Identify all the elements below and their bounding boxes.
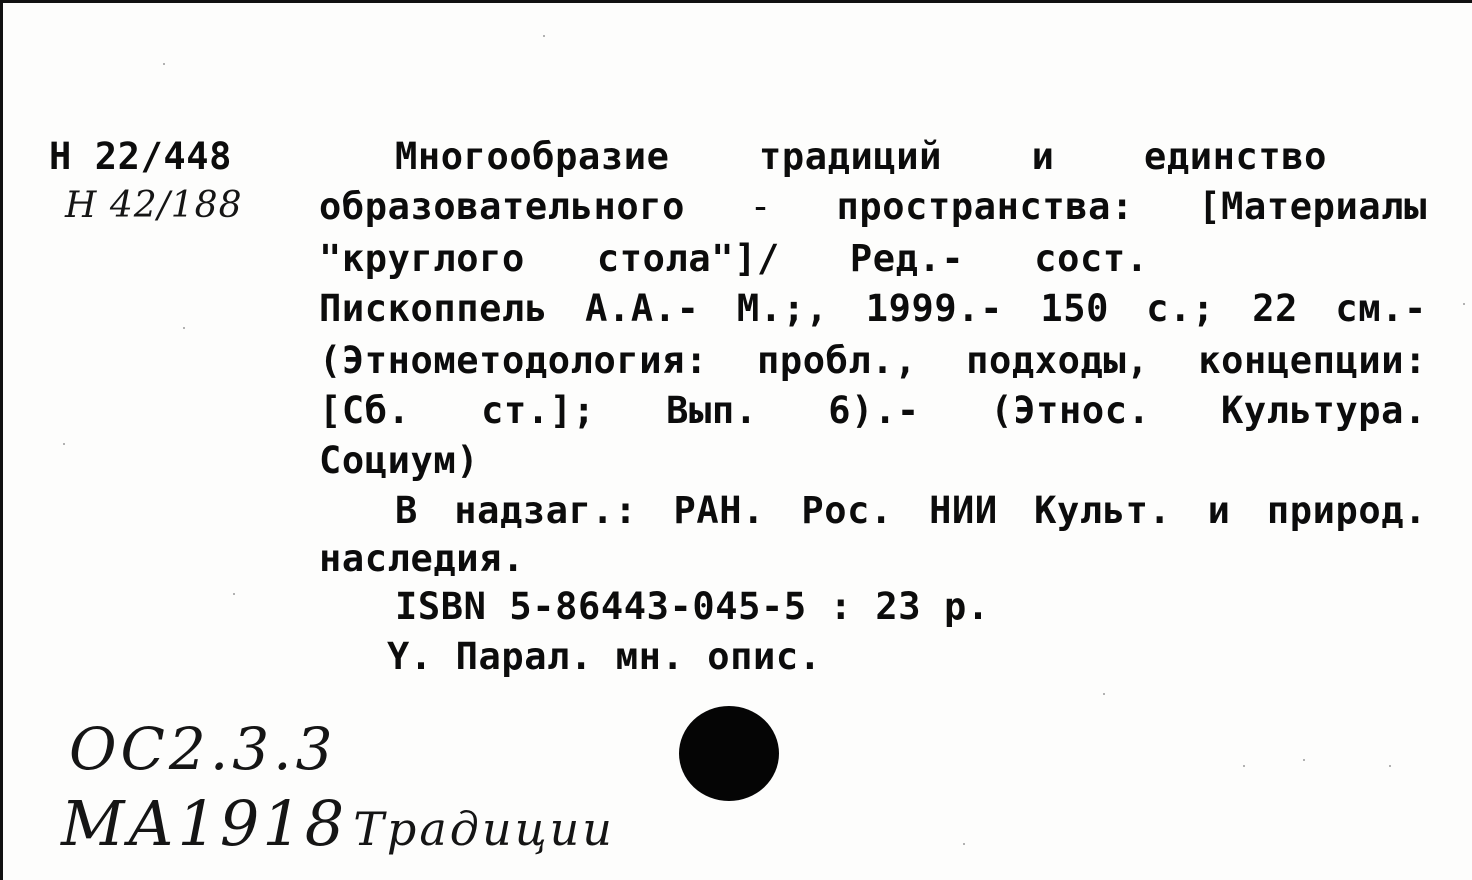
note-line-2: наследия. — [319, 537, 525, 580]
word: ст.]; — [481, 389, 596, 432]
scan-speck — [163, 63, 165, 65]
call-number-handwritten: Н 42/188 — [65, 185, 243, 226]
scan-speck — [963, 843, 965, 845]
call-number-typed: Н 22/448 — [49, 135, 233, 178]
word: 6).- — [828, 389, 920, 432]
scan-speck — [1243, 765, 1245, 767]
word: и — [1207, 489, 1231, 532]
word: и — [1031, 135, 1055, 178]
word: Вып. — [666, 389, 758, 432]
word: сост. — [1034, 237, 1149, 280]
description-line-4 — [319, 287, 1427, 330]
word: Ред.- — [849, 237, 965, 280]
word: НИИ — [929, 489, 998, 532]
note-line-1 — [395, 489, 1427, 532]
scan-speck — [1103, 693, 1105, 695]
description-line-7: Социум) — [319, 439, 480, 482]
word: - — [749, 185, 773, 228]
scan-speck — [1389, 765, 1391, 767]
word: Культура. — [1221, 389, 1427, 432]
word: (Этнометодология: — [319, 339, 708, 382]
word: с.; — [1146, 287, 1215, 330]
handwritten-classification: ОС2.3.3 — [69, 715, 337, 783]
word: надзаг.: — [454, 489, 638, 532]
word: 22 — [1252, 287, 1299, 330]
scan-speck — [1303, 759, 1305, 761]
word: [Сб. — [319, 389, 411, 432]
word: Культ. — [1034, 489, 1172, 532]
scan-speck — [1463, 303, 1465, 305]
description-line-6 — [319, 389, 1427, 432]
word: В — [395, 489, 418, 532]
word: А.А.- — [585, 287, 700, 330]
word: см.- — [1335, 287, 1427, 330]
word: единство — [1143, 135, 1327, 178]
scan-speck — [233, 593, 235, 595]
scan-speck — [183, 327, 185, 329]
word: РАН. — [673, 489, 766, 532]
word: традиций — [759, 135, 943, 178]
tracing-line: Y. Парал. мн. опис. — [387, 635, 822, 678]
isbn-price: ISBN 5-86443-045-5 : 23 р. — [395, 585, 990, 628]
word: концепции: — [1198, 339, 1427, 382]
description-line-1 — [395, 135, 1327, 178]
word: пространства: — [836, 185, 1134, 228]
word: Пископпель — [319, 287, 548, 330]
word: пробл., — [756, 339, 918, 382]
scan-speck — [63, 443, 65, 445]
word: природ. — [1266, 489, 1427, 532]
word: Рос. — [801, 489, 893, 532]
word: стола"]/ — [596, 237, 780, 280]
word: Многообразие — [395, 135, 670, 178]
description-line-3 — [319, 237, 1149, 280]
word: 150 — [1040, 287, 1109, 330]
word: (Этнос. — [990, 389, 1151, 432]
punch-hole — [679, 706, 779, 801]
word: образовательного — [319, 185, 686, 228]
description-line-2 — [319, 185, 1427, 228]
description-line-5 — [319, 339, 1427, 382]
subject-heading: Традиции — [353, 802, 615, 856]
word: М.;, — [736, 287, 829, 330]
inventory-number: МА1918 — [61, 787, 348, 860]
word: 1999.- — [865, 287, 1003, 330]
handwritten-inventory — [61, 787, 615, 860]
scan-speck — [543, 35, 545, 37]
word: [Материалы — [1198, 185, 1427, 228]
word: "круглого — [319, 237, 525, 280]
word: подходы, — [966, 339, 1150, 382]
